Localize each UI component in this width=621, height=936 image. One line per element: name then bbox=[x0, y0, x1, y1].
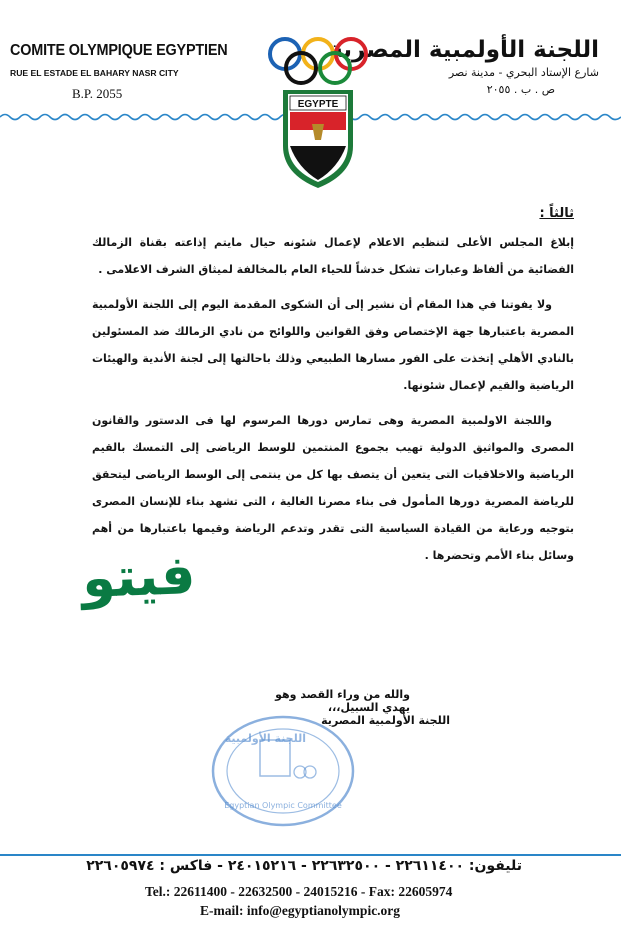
section-title: ثالثاً : bbox=[539, 206, 574, 221]
header-french-block bbox=[10, 42, 230, 102]
org-name-arabic: اللجنة الأولمبية المصرية bbox=[329, 37, 599, 63]
signature-name: اللجنة الأولمبية المصرية bbox=[321, 714, 450, 727]
footer-phone-fax: Tel.: 22611400 - 22632500 - 24015216 - Fax: 22605974 bbox=[145, 884, 453, 899]
address-french: RUE EL ESTADE EL BAHARY NASR CITY bbox=[10, 68, 179, 78]
stamp-english-text: Egyptian Olympic Committee bbox=[224, 801, 342, 810]
footer-email: E-mail: info@egyptianolympic.org bbox=[200, 903, 401, 918]
paragraph: ولا يفوتنا في هذا المقام أن نشير إلى أن الشكوى المقدمة اليوم إلى اللجنة الأولمبية المصرية باعتبارها جهة الإختصاص وفق القوانين واللوائح من نادي الزمالك ضد المسئولين بالنادي الأهلي إتخذت على الفور مسارها الطبيعي وذلك باحالتها إلى لجنة الأندية والهيئات الرياضية والقيم لإعمال شئونها. bbox=[92, 298, 574, 392]
closing-line: والله من وراء القصد وهو يهدي السبيل،،، bbox=[275, 688, 410, 714]
header-arabic-block bbox=[329, 36, 599, 96]
po-box-french: B.P. 2055 bbox=[72, 86, 123, 101]
stamp-arabic-text: اللجنة الأولمبية bbox=[224, 732, 306, 745]
olympic-emblem-icon bbox=[263, 34, 373, 190]
org-name-french: COMITE OLYMPIQUE EGYPTIEN bbox=[10, 42, 228, 59]
emblem-label: EGYPTE bbox=[297, 99, 339, 110]
watermark-logo: فيتو bbox=[80, 543, 197, 610]
paragraph: واللجنة الاولمبية المصرية وهى تمارس دورها المرسوم لها فى الدستور والقانون المصرى والمواثيق الدولية تهيب بجموع المنتمين للوسط الرياضى إلى التمسك بالقيم الرياضية والاخلاقيات التى يتعين أن يتصف بها كل من ينتمى إلى الوسط الرياضى ليتحقق للرياضة المصرية دورها المأمول فى بناء مصرنا الغالية ، التى تشهد بناء للإنسان المصرى بتوجيه ورعاية من القيادة السياسية التى تقدر وتدعم الرياضة وقيمها باعتبارها من أهم وسائل بناء الأمم وتحضرها . bbox=[92, 414, 574, 562]
official-stamp-icon bbox=[208, 712, 358, 830]
letter-body bbox=[92, 200, 574, 577]
address-arabic: شارع الإستاد البحري - مدينة نصر bbox=[448, 66, 599, 79]
po-box-arabic: ص . ب . ٢٠٥٥ bbox=[486, 83, 555, 96]
paragraph: إبلاغ المجلس الأعلى لتنظيم الاعلام لإعمال شئونه حيال مايتم إذاعته بقناة الزمالك الفضائية من ألفاظ وعبارات تشكل خدشاً للحياء العام بالمخالفة لميثاق الشرف الاعلامى . bbox=[92, 236, 574, 276]
footer-contact-arabic: تليفون: ٢٢٦١١٤٠٠ - ٢٢٦٣٢٥٠٠ - ٢٤٠١٥٢١٦ - فاكس : ٢٢٦٠٥٩٧٤ bbox=[86, 858, 522, 874]
